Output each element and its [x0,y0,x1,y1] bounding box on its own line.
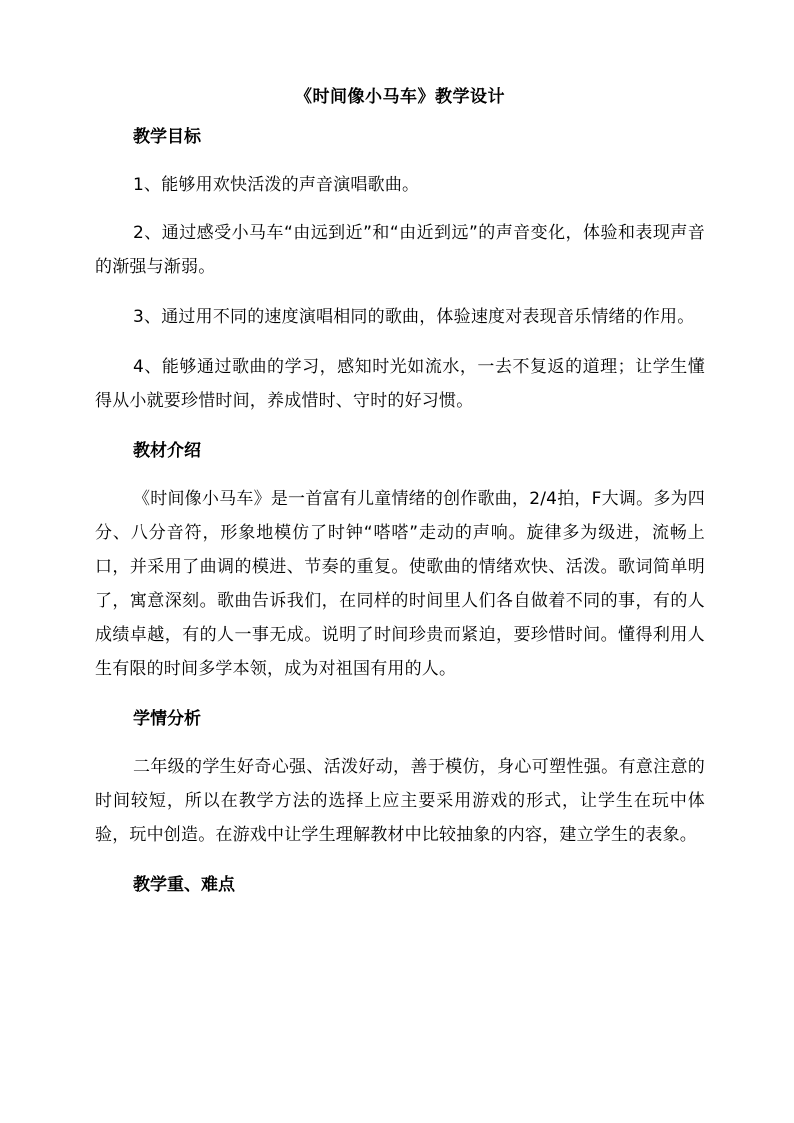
objective-paragraph-1: 1、能够用欢快活泼的声音演唱歌曲。 [133,175,420,195]
material-paragraph: 《时间像小马车》是一首富有儿童情绪的创作歌曲，2/4拍，F大调。多为四分、八分音符，形象地模仿了时钟“嗒嗒”走动的声响。旋律多为级进，流畅上口，并采用了曲调的模进、节奏的重复。使歌曲的情绪欢快、活泼。歌词简单明了，寓意深刻。歌曲告诉我们，在同样的时间里人们各自做着不同的事，有的人成绩卓越，有的人一事无成。说明了时间珍贵而紧迫，要珍惜时间。懂得利用人生有限的时间多学本领，成为对祖国有用的人。 [95,489,705,679]
objective-paragraph-4: 4、能够通过歌曲的学习，感知时光如流水，一去不复返的道理；让学生懂得从小就要珍惜时间，养成惜时、守时的好习惯。 [95,357,705,411]
objective-paragraph-3: 3、通过用不同的速度演唱相同的歌曲，体验速度对表现音乐情绪的作用。 [133,307,695,327]
section-heading-key-points: 教学重、难点 [133,875,235,895]
objective-paragraph-2: 2、通过感受小马车“由远到近”和“由近到远”的声音变化，体验和表现声音的渐强与渐弱。 [95,223,705,277]
section-heading-student-analysis: 学情分析 [133,709,201,729]
document-title: 《时间像小马车》教学设计 [295,87,505,107]
document-content [95,80,705,916]
section-heading-objectives: 教学目标 [133,127,201,147]
section-heading-material: 教材介绍 [133,441,201,461]
student-analysis-paragraph: 二年级的学生好奇心强、活泼好动，善于模仿，身心可塑性强。有意注意的时间较短，所以在教学方法的选择上应主要采用游戏的形式，让学生在玩中体验，玩中创造。在游戏中让学生理解教材中比较抽象的内容，建立学生的表象。 [95,757,705,845]
